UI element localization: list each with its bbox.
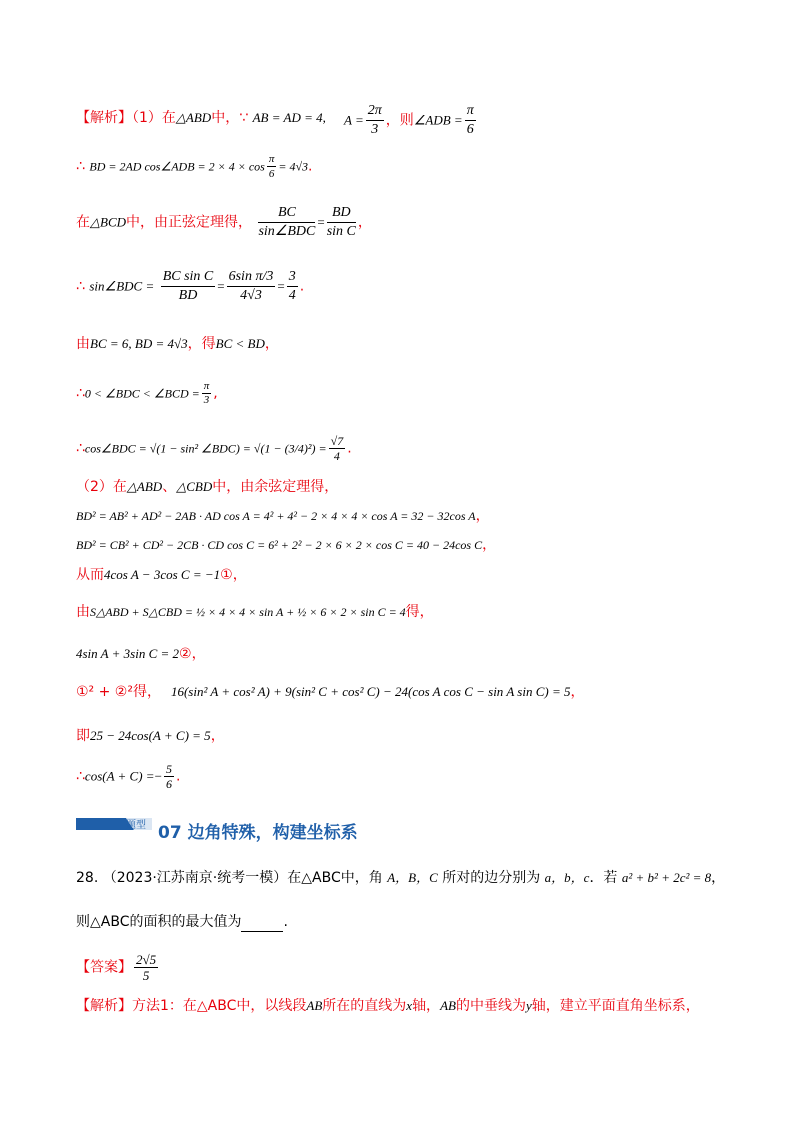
eq1-line: 从而4cos A − 3cos C = −1①， [76, 567, 247, 583]
part1-line: 【解析】（1）在△ABD中，∵ AB = AD = 4, [76, 110, 326, 126]
eq7-line: 即25 − 24cos(A + C) = 5， [76, 728, 225, 744]
bd-cos-c-line: BD² = CB² + CD² − 2CB · CD cos C = 6² + 2² − 2 × 6 × 2 × cos C = 40 − 24cos C， [76, 537, 497, 553]
analysis-label-2: 【解析】 [76, 998, 132, 1014]
answer-blank [241, 917, 283, 932]
question-number: 28. [76, 870, 99, 886]
q28-line2: 则△ABC的面积的最大值为 . [76, 914, 288, 930]
part2-intro-line: （2）在△ABD、△CBD中，由余弦定理得， [76, 479, 339, 495]
analysis-label: 【解析】 [76, 110, 132, 126]
section-badge-text: 题型 [126, 820, 146, 830]
answer-line: 【答案】 $\frac{2√5}{5}$ [76, 952, 157, 983]
eq2-line: 4sin A + 3sin C = 2②， [76, 646, 206, 662]
section-badge [76, 818, 152, 830]
compare-line: 由BC = 6, BD = 4√3，得BC < BD， [76, 336, 279, 352]
answer-label: 【答案】 [76, 959, 132, 976]
bd-line: ∴ BD = 2AD cos∠ADB = 2 × 4 × cos $\frac{\pi}{6}$ = 4√3. [76, 153, 313, 180]
sin-bdc-line: ∴ sin∠BDC = $\frac{\text{BC sin C}}{BD}$ = $\frac{\text{6sin π/3}}{4√3}$ = $\frac{3}{4}$ . [76, 269, 305, 303]
section-title: 07 边角特殊，构建坐标系 [158, 823, 358, 843]
square-sum-line: ①² + ②²得， 16(sin² A + cos² A) + 9(sin² C + cos² C) − 24(cos A cos C − sin A sin C) = 5， [76, 684, 585, 700]
eq8-line: ∴cos(A + C) =− $\frac{5}{6}$ . [76, 762, 181, 791]
q28-line1: 28. （2023·江苏南京·统考一模）在△ABC中，角 A，B，C 所对的边分别为 a，b，c．若 a² + b² + 2c² = 8， [76, 870, 726, 886]
bd-cos-a-line: BD² = AB² + AD² − 2AB · AD cos A = 4² + 4² − 2 × 4 × 4 × cos A = 32 − 32cos A， [76, 508, 490, 524]
method-line: 【解析】方法1：在△ABC中，以线段AB所在的直线为x轴，AB的中垂线为y轴，建立平面直角坐标系， [76, 998, 700, 1014]
area-line: 由S△ABD + S△CBD = ½ × 4 × 4 × sin A + ½ × 6 × 2 × sin C = 4得， [76, 604, 434, 620]
sine-law-line: 在△BCD中，由正弦定理得， $\frac{BC}{\text{sin∠BDC}}$ = $\frac{BD}{\text{sin C}}$ ， [76, 205, 372, 239]
cos-bdc-line: ∴cos∠BDC = √(1 − sin² ∠BDC) = √(1 − (3/4)²) = $\frac{√7}{4}$ . [76, 434, 352, 463]
range-line: ∴0 < ∠BDC < ∠BCD = $\frac{\pi}{3}$ , [76, 380, 218, 406]
angle-a-expr: A = $\frac{2\pi}{3}$ ，则∠ADB = $\frac{\pi}{6}$ [344, 103, 474, 137]
